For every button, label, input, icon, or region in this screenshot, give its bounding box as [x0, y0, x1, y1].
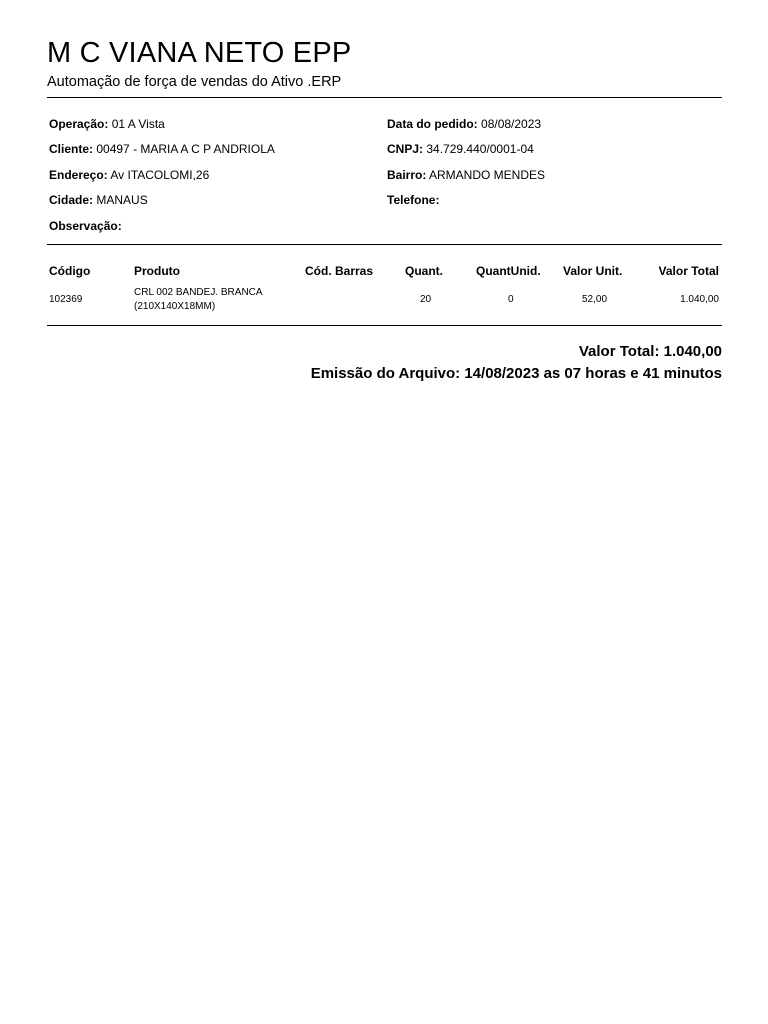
field-telefone — [387, 193, 439, 207]
field-cliente — [49, 142, 275, 156]
info-divider — [47, 244, 722, 245]
col-cod-barras-header: Cód. Barras — [305, 264, 374, 278]
field-cidade — [49, 193, 148, 207]
col-codigo-header: Código — [49, 264, 91, 278]
company-name: M C VIANA NETO EPP — [47, 37, 352, 69]
cnpj-value: 34.729.440/0001-04 — [426, 142, 534, 156]
cell-valor-total: 1.040,00 — [680, 294, 719, 305]
data-value: 08/08/2023 — [481, 117, 542, 131]
col-valor-unit-header: Valor Unit. — [563, 264, 623, 278]
header-divider — [47, 97, 722, 98]
data-label: Data do pedido: — [387, 117, 478, 131]
cnpj-label: CNPJ: — [387, 142, 424, 156]
bairro-label: Bairro: — [387, 168, 427, 182]
observacao-label: Observação: — [49, 219, 122, 233]
field-observacao — [49, 219, 122, 233]
operacao-value: 01 A Vista — [111, 117, 165, 131]
endereco-label: Endereço: — [49, 168, 108, 182]
valor-total: Valor Total: 1.040,00 — [578, 343, 722, 360]
cidade-value: MANAUS — [96, 193, 148, 207]
cell-produto-line2: (210X140X18MM) — [134, 301, 216, 312]
cell-produto-line1: CRL 002 BANDEJ. BRANCA — [134, 287, 263, 298]
operacao-label: Operação: — [49, 117, 109, 131]
cliente-value: 00497 - MARIA A C P ANDRIOLA — [96, 142, 275, 156]
telefone-label: Telefone: — [387, 193, 440, 207]
cliente-label: Cliente: — [49, 142, 94, 156]
cell-quant: 20 — [420, 294, 432, 305]
endereco-value: Av ITACOLOMI,26 — [110, 168, 210, 182]
cell-codigo: 102369 — [49, 294, 83, 305]
col-quant-unid-header: QuantUnid. — [476, 264, 541, 278]
company-subtitle: Automação de força de vendas do Ativo .ERP — [47, 74, 342, 90]
field-operacao — [49, 117, 165, 131]
bairro-value: ARMANDO MENDES — [429, 168, 546, 182]
cell-valor-unit: 52,00 — [582, 294, 608, 305]
emissao-arquivo: Emissão do Arquivo: 14/08/2023 as 07 horas e 41 minutos — [310, 365, 722, 382]
cell-quant-unid: 0 — [508, 294, 514, 305]
field-cnpj — [387, 142, 534, 156]
table-divider — [47, 325, 722, 326]
col-produto-header: Produto — [134, 264, 180, 278]
cidade-label: Cidade: — [49, 193, 94, 207]
col-quant-header: Quant. — [405, 264, 443, 278]
field-data-pedido — [387, 117, 541, 131]
col-valor-total-header: Valor Total — [658, 264, 719, 278]
field-endereco — [49, 168, 209, 182]
field-bairro — [387, 168, 545, 182]
